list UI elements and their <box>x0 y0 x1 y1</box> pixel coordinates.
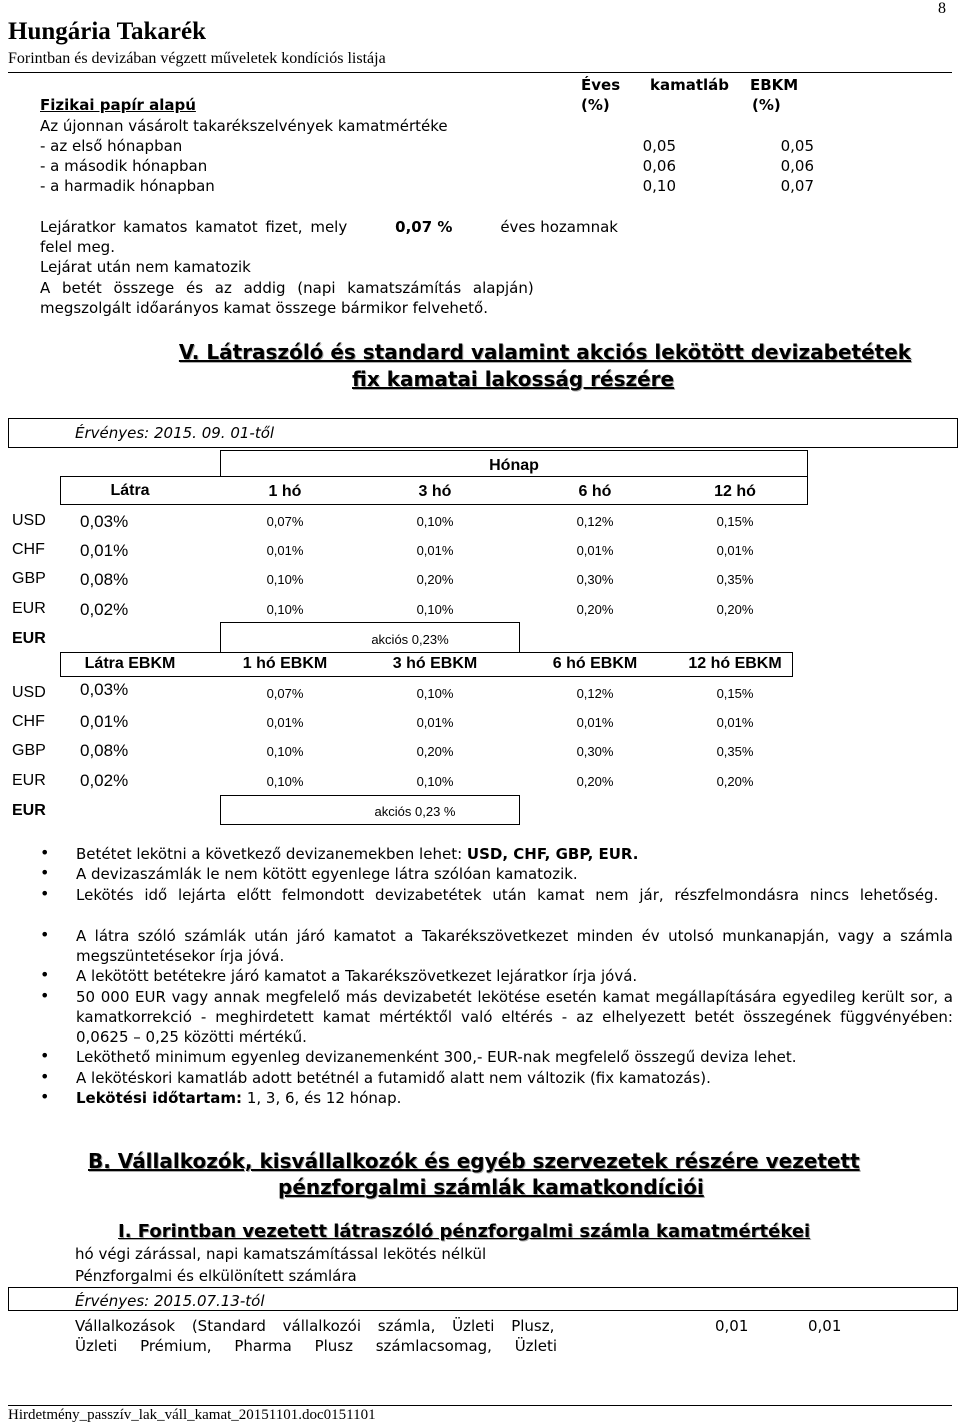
honap-header: Hónap <box>489 457 539 474</box>
rate-cell: 0,35% <box>716 744 754 759</box>
bank-name: Hungária Takarék <box>8 18 206 45</box>
bullet-text: Betétet lekötni a következő devizanemekben lehet: <box>76 845 463 863</box>
rate-cell: 0,15% <box>716 686 754 701</box>
rate-cell: 0,35% <box>716 572 754 587</box>
rate-row-rate: 0,05 <box>642 137 676 155</box>
bullet-item: A lekötéskori kamatláb adott betétnél a futamidő alatt nem változik (fix kamatozás). <box>76 1069 711 1087</box>
rate-cell: 0,30% <box>576 744 614 759</box>
section-v-title-line1: V. Látraszóló és standard valamint akciós lekötött devizabetétek <box>178 340 912 364</box>
note-bold: 0,07 % <box>395 218 453 236</box>
bullet-icon: • <box>40 863 50 882</box>
note-line-5: megszolgált időarányos kamat összege bármikor felvehető. <box>40 299 488 317</box>
section-a-intro: Az újonnan vásárolt takarékszelvények kamatmértéke <box>40 117 448 135</box>
currency-cell: CHF <box>12 713 45 730</box>
bullet-item: A lekötött betétekre járó kamatot a Takarékszövetkezet lejáratkor írja jóvá. <box>76 967 638 985</box>
akcios-box-left <box>220 622 221 652</box>
rate-row-label: - a harmadik hónapban <box>40 177 215 195</box>
rate-cell: 0,10% <box>266 602 304 617</box>
header-rule <box>8 72 952 73</box>
latra-cell: 0,01% <box>80 541 129 560</box>
col-header-eves-top: Éves <box>581 76 621 94</box>
rate-cell: 0,10% <box>416 602 454 617</box>
akcios2-box-bottom <box>220 824 520 825</box>
table2-header-bottom <box>60 676 793 677</box>
section-b-title-line2: pénzforgalmi számlák kamatkondíciói <box>278 1175 704 1199</box>
bullet-item: 50 000 EUR vagy annak megfelelő más devizabetét lekötése esetén kamat megállapítására egyedileg került sor, a kamatkorrekció - meghirdetett kamat mértéktől való eltérés - az elhelyezett betét összegének függvényében: 0,0625 – 0,25 közötti mértékű. <box>76 988 953 1046</box>
rate-cell: 0,30% <box>576 572 614 587</box>
rate-cell: 0,10% <box>416 686 454 701</box>
currency-cell: GBP <box>12 570 46 587</box>
rate-cell: 0,01% <box>716 543 754 558</box>
rate-row-ebkm: 0,07 <box>780 177 814 195</box>
valid-box2-top <box>8 1287 958 1288</box>
rate-cell: 0,01% <box>266 715 304 730</box>
rate-cell: 0,20% <box>576 774 614 789</box>
col-header-3ho: 3 hó <box>418 483 452 500</box>
footer-filename: Hirdetmény_passzív_lak_váll_kamat_20151101.doc0151101 <box>8 1407 376 1423</box>
bullet-text: 1, 3, 6, és 12 hónap. <box>246 1089 402 1107</box>
rate-cell: 0,01% <box>716 715 754 730</box>
currency-cell: EUR <box>12 772 46 789</box>
rate-cell: 0,01% <box>266 543 304 558</box>
rate-cell: 0,20% <box>416 572 454 587</box>
latra-cell: 0,08% <box>80 570 129 589</box>
valid-box2-bottom <box>8 1310 958 1311</box>
rate-cell: 0,20% <box>716 602 754 617</box>
note-line-4: A betét összege és az addig (napi kamatszámítás alapján) <box>40 279 534 297</box>
note-line-1 <box>40 218 618 236</box>
col-header-6ho: 6 hó <box>578 483 612 500</box>
rate-cell: 0,07% <box>266 686 304 701</box>
valid-box2-right <box>957 1287 958 1311</box>
footer-rule <box>8 1405 952 1406</box>
rate-row-label: - a második hónapban <box>40 157 208 175</box>
bullet-icon: • <box>40 843 50 862</box>
bullet-icon: • <box>40 1067 50 1086</box>
col-header-12ho-ebkm: 12 hó EBKM <box>688 655 782 672</box>
akcios-rate: akciós 0,23 % <box>374 804 456 819</box>
akcios-currency: EUR <box>12 630 46 647</box>
akcios-box-top <box>220 622 520 623</box>
table1-header-top <box>60 476 808 477</box>
section-a-title: Fizikai papír alapú <box>40 96 196 114</box>
col-header-latra-ebkm: Látra EBKM <box>84 655 176 672</box>
valid-box-right <box>957 418 958 448</box>
bullet-item <box>76 1088 953 1108</box>
rate-cell: 0,12% <box>576 514 614 529</box>
latra-cell: 0,08% <box>80 741 129 760</box>
col-header-ebkm-bottom: (%) <box>752 96 781 114</box>
bullet-bold: Lekötési időtartam: <box>76 1089 243 1107</box>
rate-cell: 0,12% <box>576 686 614 701</box>
rate-row-rate: 0,10 <box>642 177 676 195</box>
rate-row-rate: 0,06 <box>642 157 676 175</box>
rate-cell: 0,10% <box>416 774 454 789</box>
section-b-line1: hó végi zárással, napi kamatszámítással lekötés nélkül <box>75 1245 487 1263</box>
col-header-1ho: 1 hó <box>268 483 302 500</box>
col-header-6ho-ebkm: 6 hó EBKM <box>552 655 638 672</box>
valid-box-left <box>8 418 9 448</box>
rate-cell: 0,15% <box>716 514 754 529</box>
rate-cell: 0,10% <box>266 744 304 759</box>
table2-header-left <box>60 652 61 677</box>
note-text: éves hozamnak <box>500 218 618 236</box>
rate-cell: 0,20% <box>416 744 454 759</box>
rate-cell: 0,07% <box>266 514 304 529</box>
currency-cell: GBP <box>12 742 46 759</box>
akcios2-box-left <box>220 795 221 825</box>
akcios2-box-right <box>519 795 520 825</box>
rate-cell: 0,01% <box>416 543 454 558</box>
rate-row-label: - az első hónapban <box>40 137 183 155</box>
bullet-icon: • <box>40 884 50 903</box>
rate-cell: 0,10% <box>266 572 304 587</box>
latra-cell: 0,02% <box>80 771 129 790</box>
rate-cell: 0,20% <box>716 774 754 789</box>
akcios-rate: akciós 0,23% <box>371 632 449 647</box>
table1-header-right <box>807 476 808 505</box>
bullet-item: Leköthető minimum egyenleg devizanemenként 300,- EUR-nak megfelelő összegű deviza lehet. <box>76 1048 797 1066</box>
col-header-12ho: 12 hó <box>714 483 756 500</box>
valid-box2-left <box>8 1287 9 1311</box>
col-header-3ho-ebkm: 3 hó EBKM <box>392 655 478 672</box>
currency-cell: EUR <box>12 600 46 617</box>
bullet-item: A devizaszámlák le nem kötött egyenlege látra szólóan kamatozik. <box>76 865 578 883</box>
akcios-box-right <box>519 622 520 652</box>
valid-date: Érvényes: 2015. 09. 01-től <box>75 424 275 442</box>
bullet-icon: • <box>40 1046 50 1065</box>
table1-header-left <box>60 476 61 505</box>
col-header-ebkm-top: EBKM <box>750 76 799 94</box>
section-b-line2: Pénzforgalmi és elkülönített számlára <box>75 1267 357 1285</box>
section-b-row-text2: Üzleti Prémium, Pharma Plusz számlacsomag, Üzleti <box>75 1337 557 1355</box>
section-v-title <box>100 340 960 364</box>
document-subtitle: Forintban és devizában végzett műveletek kondíciós listája <box>8 50 386 67</box>
bullet-icon: • <box>40 986 50 1005</box>
rate-row-ebkm: 0,06 <box>780 157 814 175</box>
section-b-row-val1: 0,01 <box>715 1317 749 1335</box>
note-text: Lejáratkor kamatos kamatot fizet, mely <box>40 218 348 236</box>
akcios-currency: EUR <box>12 802 46 819</box>
currency-cell: USD <box>12 684 46 701</box>
section-v-title-line2: fix kamatai lakosság részére <box>352 367 675 391</box>
page-number: 8 <box>938 0 946 17</box>
section-b-row-text1 <box>75 1317 595 1335</box>
bullet-icon: • <box>40 925 50 944</box>
rate-cell: 0,20% <box>576 602 614 617</box>
rate-cell: 0,10% <box>416 514 454 529</box>
note-line-2: felel meg. <box>40 238 115 256</box>
table2-header-top <box>60 652 793 653</box>
honap-box-top <box>220 450 808 451</box>
valid-box-bottom <box>8 447 958 448</box>
bullet-item: Lekötés idő lejárta előtt felmondott devizabetétek után kamat nem jár, részfelmondásra nincs lehetőség. <box>76 886 939 904</box>
rate-row-ebkm: 0,05 <box>780 137 814 155</box>
rate-cell: 0,10% <box>266 774 304 789</box>
row-text: Vállalkozások (Standard vállalkozói számla, Üzleti Plusz, <box>75 1317 555 1335</box>
latra-cell: 0,03% <box>80 512 129 531</box>
latra-cell: 0,01% <box>80 712 129 731</box>
latra-cell: 0,02% <box>80 600 129 619</box>
col-header-1ho-ebkm: 1 hó EBKM <box>242 655 328 672</box>
bullet-item: A látra szóló számlák után járó kamatot a Takarékszövetkezet minden év utolsó munkanapján, vagy a számla megszüntetésekor írja jóvá. <box>76 927 953 965</box>
section-b-row-val2: 0,01 <box>808 1317 842 1335</box>
col-header-latra: Látra <box>110 482 150 499</box>
section-b-title-line1: B. Vállalkozók, kisvállalkozók és egyéb szervezetek részére vezetett <box>88 1149 860 1173</box>
bullet-icon: • <box>40 1087 50 1106</box>
note-line-3: Lejárat után nem kamatozik <box>40 258 251 276</box>
table1-header-bottom <box>60 504 808 505</box>
col-header-kamatlab: kamatláb <box>650 76 730 94</box>
currency-cell: USD <box>12 512 46 529</box>
currency-cell: CHF <box>12 541 45 558</box>
rate-cell: 0,01% <box>576 543 614 558</box>
bullet-item <box>76 844 953 864</box>
rate-cell: 0,01% <box>416 715 454 730</box>
valid-box-top <box>8 418 958 419</box>
bullet-bold: USD, CHF, GBP, EUR. <box>466 845 639 863</box>
section-b-subtitle: I. Forintban vezetett látraszóló pénzforgalmi számla kamatmértékei <box>118 1221 811 1242</box>
akcios2-box-top <box>220 795 520 796</box>
valid-date: Érvényes: 2015.07.13-tól <box>75 1292 265 1310</box>
rate-cell: 0,01% <box>576 715 614 730</box>
col-header-eves-bottom: (%) <box>581 96 610 114</box>
bullet-icon: • <box>40 965 50 984</box>
latra-cell: 0,03% <box>80 680 129 699</box>
